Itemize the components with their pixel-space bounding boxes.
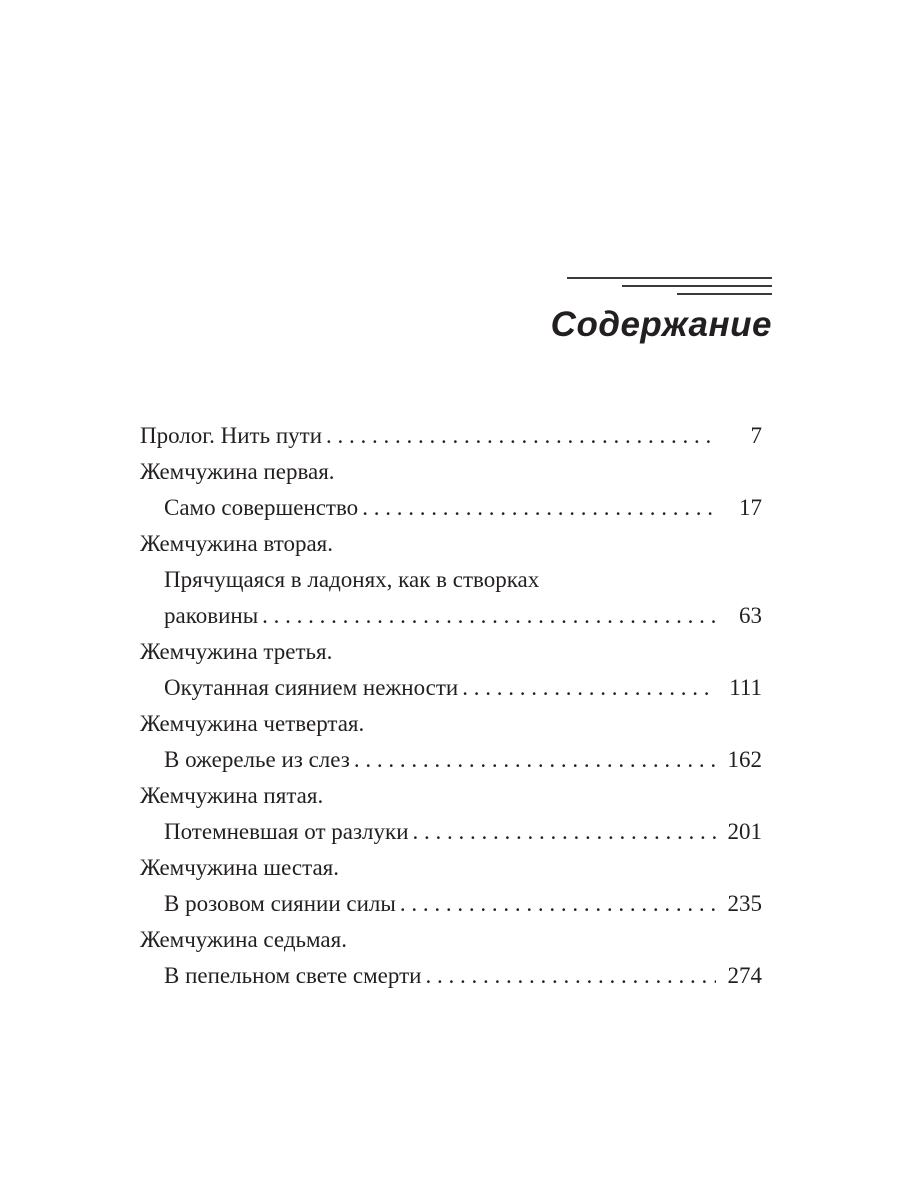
toc-line (140, 958, 762, 994)
toc-entry-title: Жемчужина седьмая. (140, 927, 347, 952)
toc-line (140, 886, 762, 922)
toc-entry[interactable] (140, 706, 762, 778)
page-title: Содержание (550, 305, 772, 344)
dot-leader (322, 418, 716, 454)
toc-entry[interactable] (140, 850, 762, 922)
toc-entry[interactable] (140, 526, 762, 634)
toc-entry-title: Жемчужина пятая. (140, 783, 324, 808)
toc-entry-subtitle: раковины (164, 603, 259, 628)
toc-line (140, 670, 762, 706)
toc-line (140, 490, 762, 526)
toc-line (140, 778, 762, 814)
decorative-rule (677, 293, 772, 295)
toc-entry-subtitle: В ожерелье из слез (164, 747, 350, 772)
dot-leader (358, 490, 716, 526)
toc-entry-subtitle: В пепельном свете смерти (164, 963, 422, 988)
page-number: 201 (727, 819, 762, 844)
toc-line (140, 634, 762, 670)
dot-leader (258, 598, 716, 634)
decorative-rule (567, 277, 772, 279)
toc-entry[interactable] (140, 454, 762, 526)
toc-entry-title: Жемчужина вторая. (140, 531, 334, 556)
toc-entry-title: Жемчужина третья. (140, 639, 333, 664)
toc-entry-subtitle: Само совершенство (164, 495, 359, 520)
toc-line (140, 562, 762, 598)
page-number: 63 (739, 603, 762, 628)
page-number: 274 (727, 963, 762, 988)
dot-leader (409, 814, 717, 850)
toc-entry-subtitle: Окутанная сиянием нежности (164, 675, 459, 700)
page-number: 235 (727, 891, 762, 916)
table-of-contents (140, 418, 762, 994)
dot-leader (350, 742, 716, 778)
decorative-rule (622, 285, 772, 287)
page-number: 17 (739, 495, 762, 520)
toc-entry-title: Жемчужина первая. (140, 459, 335, 484)
page-number: 162 (727, 747, 762, 772)
dot-leader (421, 958, 716, 994)
toc-line (140, 526, 762, 562)
dot-leader (458, 670, 716, 706)
toc-line (140, 922, 762, 958)
page-number: 7 (750, 423, 762, 448)
toc-line (140, 418, 762, 454)
toc-entry[interactable] (140, 634, 762, 706)
toc-line (140, 850, 762, 886)
toc-line (140, 598, 762, 634)
dot-leader (396, 886, 716, 922)
toc-entry[interactable] (140, 778, 762, 850)
toc-entry-subtitle: Прячущаяся в ладонях, как в створках (164, 567, 540, 592)
page-number: 111 (729, 675, 762, 700)
toc-entry-title: Жемчужина шестая. (140, 855, 340, 880)
toc-entry-title: Пролог. Нить пути (140, 423, 323, 448)
toc-entry-title: Жемчужина четвертая. (140, 711, 365, 736)
toc-line (140, 814, 762, 850)
toc-entry[interactable] (140, 418, 762, 454)
toc-entry-subtitle: В розовом сиянии силы (164, 891, 396, 916)
toc-line (140, 706, 762, 742)
toc-line (140, 742, 762, 778)
toc-line (140, 454, 762, 490)
toc-entry-subtitle: Потемневшая от разлуки (164, 819, 409, 844)
toc-entry[interactable] (140, 922, 762, 994)
